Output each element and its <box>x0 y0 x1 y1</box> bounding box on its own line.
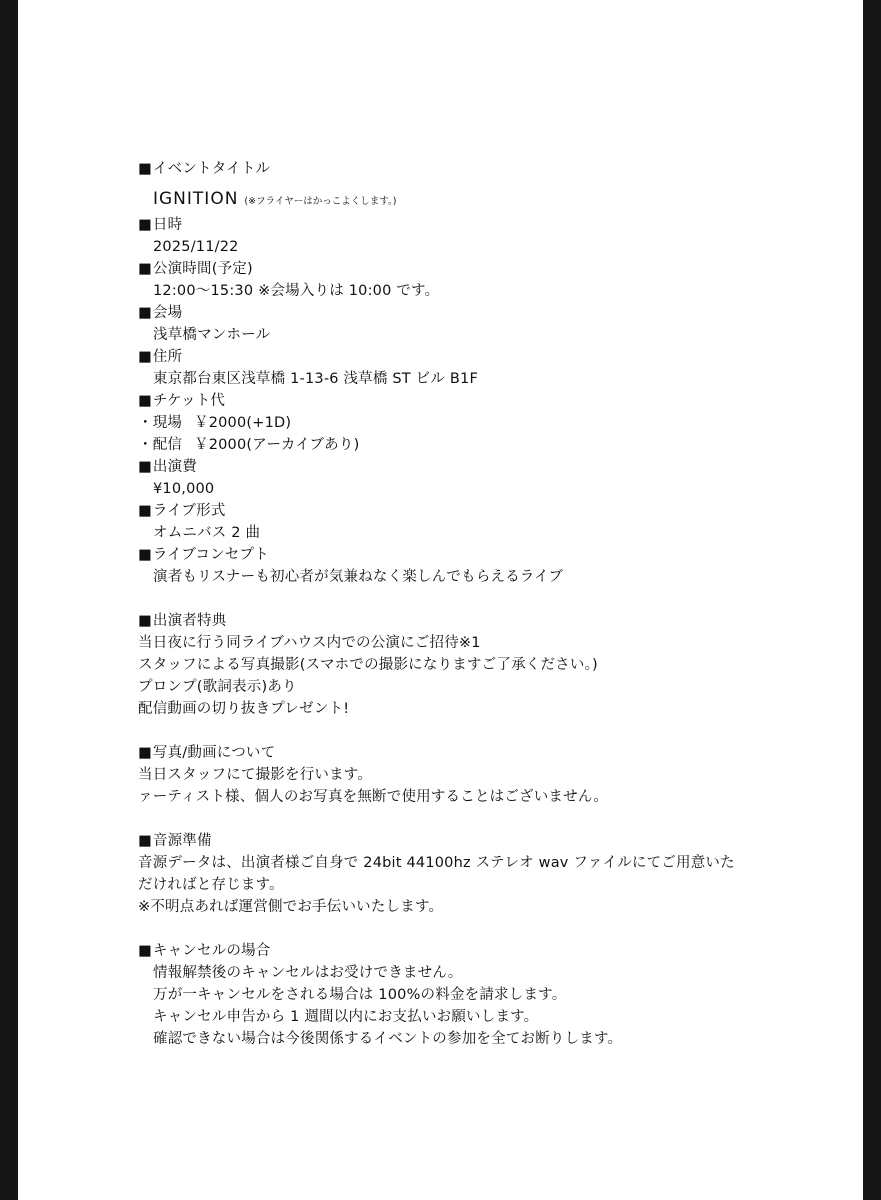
address-heading: ■ 住所 <box>138 346 838 368</box>
section-spacer <box>138 588 838 610</box>
ticket-heading: ■ チケット代 <box>138 390 838 412</box>
performance-fee-value: ¥10,000 <box>153 481 215 497</box>
ticket-item <box>138 434 838 456</box>
perks-line: 配信動画の切り抜きプレゼント! <box>138 701 350 717</box>
performance-fee-heading: ■ 出演費 <box>138 456 838 478</box>
cancel-heading: ■ キャンセルの場合 <box>138 940 838 962</box>
event-title-note: (※フライヤーはかっこよくします。) <box>244 196 397 207</box>
live-format-heading: ■ ライブ形式 <box>138 500 838 522</box>
document-page <box>18 0 863 1200</box>
photo-video-line: ァーティスト様、個人のお写真を無断で使用することはございません。 <box>138 789 609 805</box>
cancel-line: キャンセル申告から 1 週間以内にお支払いお願いします。 <box>153 1009 539 1025</box>
audio-line: ※不明点あれば運営側でお手伝いいたします。 <box>138 899 444 915</box>
ticket-item-price: ￥2000(+1D) <box>194 415 292 431</box>
venue-heading: ■ 会場 <box>138 302 838 324</box>
venue-value: 浅草橋マンホール <box>153 327 271 343</box>
live-format-value: オムニバス 2 曲 <box>153 525 261 541</box>
audio-heading: ■ 音源準備 <box>138 830 838 852</box>
perks-line: スタッフによる写真撮影(スマホでの撮影になりますご了承ください。) <box>138 657 598 673</box>
ticket-item <box>138 412 838 434</box>
ticket-item-label: ・ 現場 <box>138 412 194 434</box>
live-concept-heading: ■ ライブコンセプト <box>138 544 838 566</box>
perks-line: 当日夜に行う同ライブハウス内での公演にご招待※1 <box>138 635 481 651</box>
show-time-value: 12:00〜15:30 ※会場入りは 10:00 です。 <box>153 283 440 299</box>
cancel-line: 確認できない場合は今後関係するイベントの参加を全てお断りします。 <box>153 1031 623 1047</box>
live-concept-value: 演者もリスナーも初心者が気兼ねなく楽しんでもらえるライブ <box>153 569 564 585</box>
date-value: 2025/11/22 <box>153 239 239 255</box>
section-spacer <box>138 720 838 742</box>
event-info-document <box>138 158 838 1050</box>
perks-line: プロンプ(歌詞表示)あり <box>138 679 297 695</box>
show-time-heading: ■ 公演時間(予定) <box>138 258 838 280</box>
event-title-row <box>138 184 838 214</box>
photo-video-heading: ■ 写真/動画について <box>138 742 838 764</box>
audio-line: 音源データは、出演者様ご自身で 24bit 44100hz ステレオ wav ファイルにてご用意いた <box>138 855 735 871</box>
ticket-item-price: ￥2000(アーカイブあり) <box>194 437 360 453</box>
perks-heading: ■ 出演者特典 <box>138 610 838 632</box>
date-heading: ■ 日時 <box>138 214 838 236</box>
ticket-item-label: ・ 配信 <box>138 434 194 456</box>
photo-video-line: 当日スタッフにて撮影を行います。 <box>138 767 373 783</box>
section-spacer <box>138 918 838 940</box>
section-spacer <box>138 808 838 830</box>
event-title: IGNITION <box>153 189 239 209</box>
address-value: 東京都台東区浅草橋 1-13-6 浅草橋 ST ビル B1F <box>153 371 478 387</box>
cancel-line: 情報解禁後のキャンセルはお受けできません。 <box>153 965 463 981</box>
cancel-line: 万が一キャンセルをされる場合は 100%の料金を請求します。 <box>153 987 567 1003</box>
audio-line: だければと存じます。 <box>138 877 284 893</box>
event-title-heading: ■ イベントタイトル <box>138 158 838 180</box>
